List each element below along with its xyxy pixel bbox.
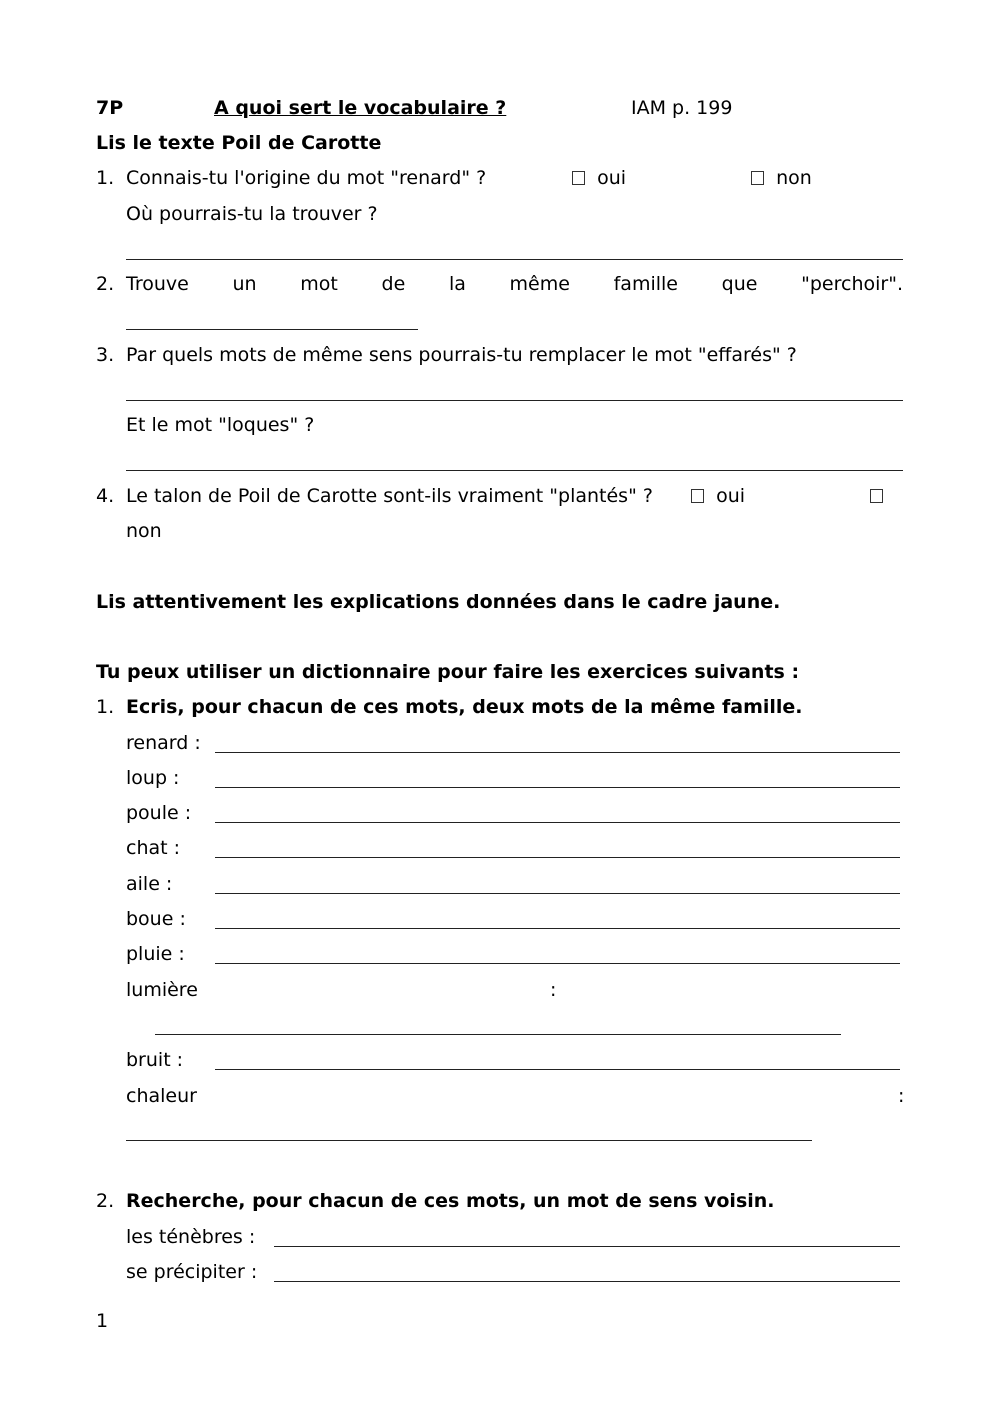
- ex2-title: Recherche, pour chacun de ces mots, un mot de sens voisin.: [126, 1190, 775, 1212]
- q2-word: que: [721, 273, 758, 295]
- q2-word: "perchoir".: [801, 273, 903, 295]
- answer-line[interactable]: [274, 1246, 900, 1247]
- q1-no-option[interactable]: [751, 169, 812, 188]
- answer-line[interactable]: [126, 470, 903, 471]
- checkbox-icon[interactable]: [572, 171, 585, 185]
- answer-line[interactable]: [126, 329, 418, 330]
- q2-text: [126, 275, 903, 294]
- q4-number: 4.: [96, 485, 115, 507]
- ex1-number: 1.: [96, 696, 115, 718]
- word-boue: boue :: [126, 908, 186, 930]
- answer-line[interactable]: [126, 400, 903, 401]
- answer-line[interactable]: [215, 822, 900, 823]
- q1-no-label: non: [776, 167, 812, 189]
- word-bruit: bruit :: [126, 1049, 184, 1071]
- q4-no-label: non: [126, 520, 162, 542]
- answer-line[interactable]: [215, 752, 900, 753]
- q1-text: Connais-tu l'origine du mot "renard" ?: [126, 167, 487, 189]
- colon: :: [550, 979, 557, 1001]
- word-chat: chat :: [126, 837, 181, 859]
- word-chaleur: chaleur: [126, 1085, 197, 1107]
- q3-number: 3.: [96, 344, 115, 366]
- word-lumiere: lumière: [126, 979, 198, 1001]
- word-aile: aile :: [126, 873, 173, 895]
- checkbox-icon[interactable]: [870, 489, 883, 503]
- q1-followup: Où pourrais-tu la trouver ?: [126, 203, 378, 225]
- q2-word: de: [381, 273, 406, 295]
- ex2-number: 2.: [96, 1190, 115, 1212]
- q2-word: Trouve: [126, 273, 189, 295]
- word-loup: loup :: [126, 767, 180, 789]
- answer-line[interactable]: [215, 963, 900, 964]
- word-poule: poule :: [126, 802, 192, 824]
- ex1-title: Ecris, pour chacun de ces mots, deux mots de la même famille.: [126, 696, 803, 718]
- class-label: 7P: [96, 97, 124, 119]
- q2-word: famille: [613, 273, 678, 295]
- answer-line[interactable]: [215, 893, 900, 894]
- section2-heading: Tu peux utiliser un dictionnaire pour faire les exercices suivants :: [96, 661, 800, 683]
- answer-line[interactable]: [274, 1281, 900, 1282]
- answer-line[interactable]: [215, 928, 900, 929]
- answer-line[interactable]: [126, 1140, 812, 1141]
- answer-line[interactable]: [215, 1069, 900, 1070]
- word-renard: renard :: [126, 732, 201, 754]
- q4-text: Le talon de Poil de Carotte sont-ils vraiment "plantés" ?: [126, 485, 653, 507]
- answer-line[interactable]: [215, 857, 900, 858]
- q2-word: la: [448, 273, 466, 295]
- q2-word: un: [232, 273, 257, 295]
- word-tenebres: les ténèbres :: [126, 1226, 256, 1248]
- checkbox-icon[interactable]: [751, 171, 764, 185]
- colon: :: [898, 1085, 905, 1107]
- instruction-text: Lis attentivement les explications données dans le cadre jaune.: [96, 591, 781, 613]
- q4-yes-label: oui: [716, 485, 746, 507]
- q2-number: 2.: [96, 273, 115, 295]
- q1-number: 1.: [96, 167, 115, 189]
- word-pluie: pluie :: [126, 943, 185, 965]
- answer-line[interactable]: [126, 259, 903, 260]
- q3-followup: Et le mot "loques" ?: [126, 414, 315, 436]
- q3-text: Par quels mots de même sens pourrais-tu remplacer le mot "effarés" ?: [126, 344, 797, 366]
- q2-word: même: [509, 273, 570, 295]
- q1-yes-label: oui: [597, 167, 627, 189]
- page-title: A quoi sert le vocabulaire ?: [214, 97, 507, 119]
- q4-no-checkbox[interactable]: [870, 487, 883, 506]
- q2-word: mot: [300, 273, 338, 295]
- answer-line[interactable]: [155, 1034, 841, 1035]
- q4-yes-option[interactable]: [691, 487, 745, 506]
- checkbox-icon[interactable]: [691, 489, 704, 503]
- page-reference: IAM p. 199: [631, 97, 733, 119]
- word-se-precipiter: se précipiter :: [126, 1261, 258, 1283]
- page-number: 1: [96, 1310, 109, 1332]
- answer-line[interactable]: [215, 787, 900, 788]
- section1-heading: Lis le texte Poil de Carotte: [96, 132, 382, 154]
- q1-yes-option[interactable]: [572, 169, 626, 188]
